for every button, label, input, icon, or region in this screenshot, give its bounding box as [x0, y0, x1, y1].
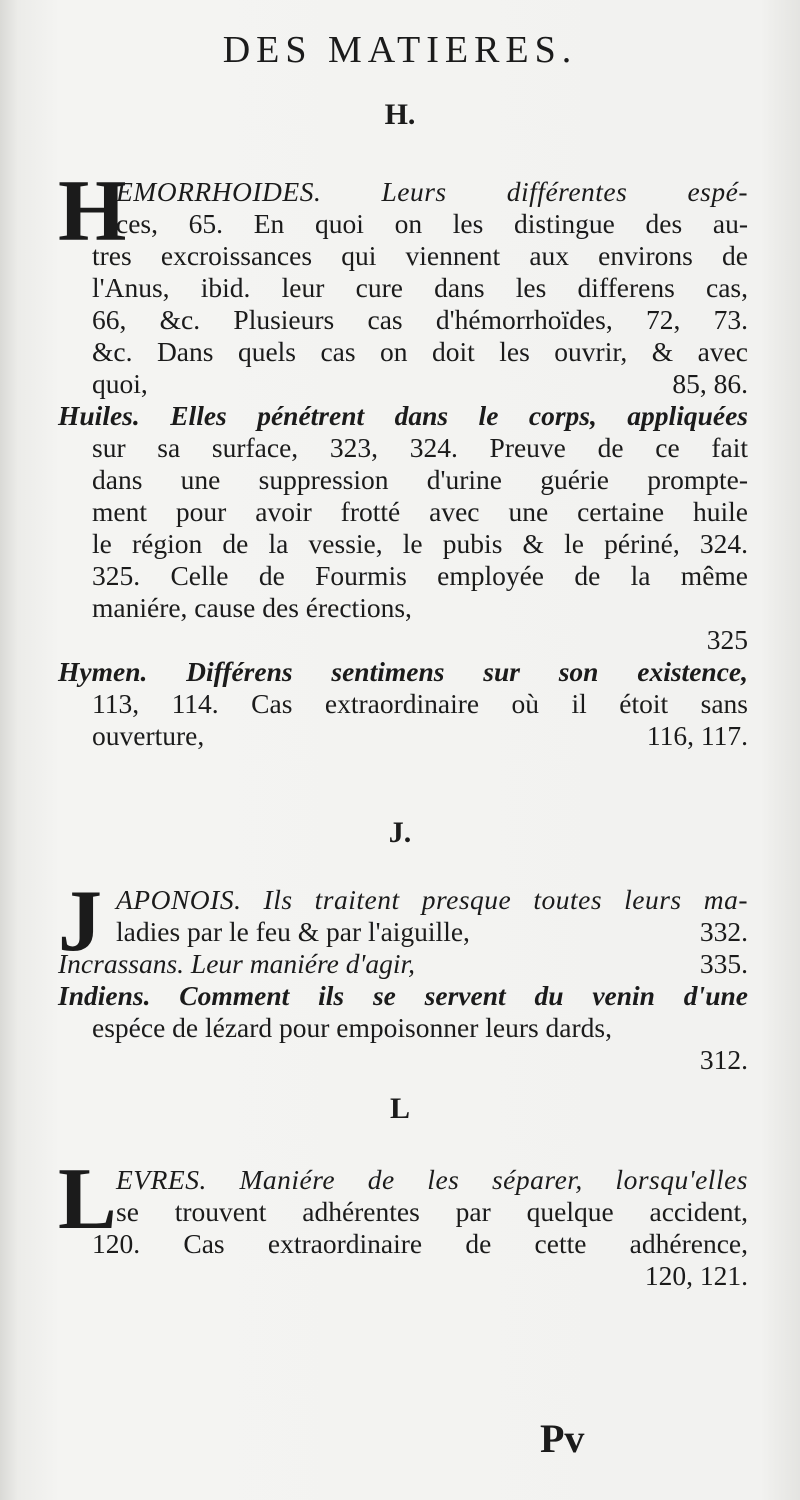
entry-line [58, 948, 748, 980]
entry-line: maniére, cause des érections, [92, 592, 412, 623]
entry-line: 113, 114. Cas extraordinaire où il étoit sans [92, 688, 748, 719]
page-ref: 335. [699, 948, 748, 979]
entry-line: 325. Celle de Fourmis employée de la même [92, 560, 748, 591]
entry-line: l'Anus, ibid. leur cure dans les differens cas, [92, 272, 748, 303]
entry-line: 120. Cas extraordinaire de cette adhérence, [92, 1228, 748, 1259]
entry-line: 66, &c. Plusieurs cas d'hémorrhoïdes, 72, 73. [92, 304, 748, 335]
page-ref: 116, 117. [646, 720, 748, 751]
page-ref: 332. [699, 916, 748, 947]
entry-line: espéce de lézard pour empoisonner leurs dards, [92, 1012, 613, 1043]
entry-line [58, 916, 748, 948]
entry-line: ment pour avoir frotté avec une certaine huile [92, 496, 748, 527]
page-ref: 325 [706, 624, 748, 655]
entry-line: &c. Dans quels cas on doit les ouvrir, & avec [92, 336, 748, 367]
page-ref: 85, 86. [672, 368, 748, 399]
entry-line: sur sa surface, 323, 324. Preuve de ce fait [92, 432, 748, 463]
entry-line: ces, 65. En quoi on les distingue des au- [116, 208, 748, 239]
entry-line: EVRES. Maniére de les séparer, lorsqu'elles [116, 1164, 748, 1195]
entry-levres [58, 1164, 748, 1292]
entry-text: quoi, [92, 368, 148, 399]
entry-line [58, 368, 748, 400]
entry-line [58, 720, 748, 752]
drop-cap-l: L [58, 1151, 117, 1248]
running-head: DES MATIERES. [222, 29, 578, 71]
entry-japonois [58, 873, 748, 1076]
entry-line: le région de la vessie, le pubis & le périné, 324. [92, 528, 748, 559]
entry-line: tres excroissances qui viennent aux environs de [92, 240, 748, 271]
drop-cap-h: H [58, 163, 127, 260]
entry-text: ouverture, [92, 720, 205, 751]
entry-line: se trouvent adhérentes par quelque accident, [116, 1196, 748, 1227]
section-letter-l: L [389, 1092, 410, 1125]
section-letter-h: H. [384, 98, 416, 131]
section-letter-j: J. [388, 816, 412, 849]
page-ref: 120, 121. [644, 1260, 748, 1291]
entry-text: Incrassans. Leur maniére d'agir, [58, 948, 416, 979]
page-ref: 312. [699, 1044, 748, 1075]
drop-cap-j: J [58, 873, 102, 970]
entry-line: Huiles. Elles pénétrent dans le corps, appliquées [58, 400, 748, 431]
entry-line: Hymen. Différens sentimens sur son existence, [58, 656, 748, 687]
entry-line: Indiens. Comment ils se servent du venin d'une [58, 980, 748, 1011]
entry-line: EMORRHOIDES. Leurs différentes espé- [116, 176, 748, 207]
entry-line: dans une suppression d'urine guérie prompte- [92, 464, 748, 495]
entry-hemorrhoides [58, 176, 748, 752]
entry-line: APONOIS. Ils traitent presque toutes leurs ma- [116, 884, 748, 915]
signature-mark: Pv [540, 1416, 585, 1461]
entry-text: ladies par le feu & par l'aiguille, [116, 916, 470, 947]
